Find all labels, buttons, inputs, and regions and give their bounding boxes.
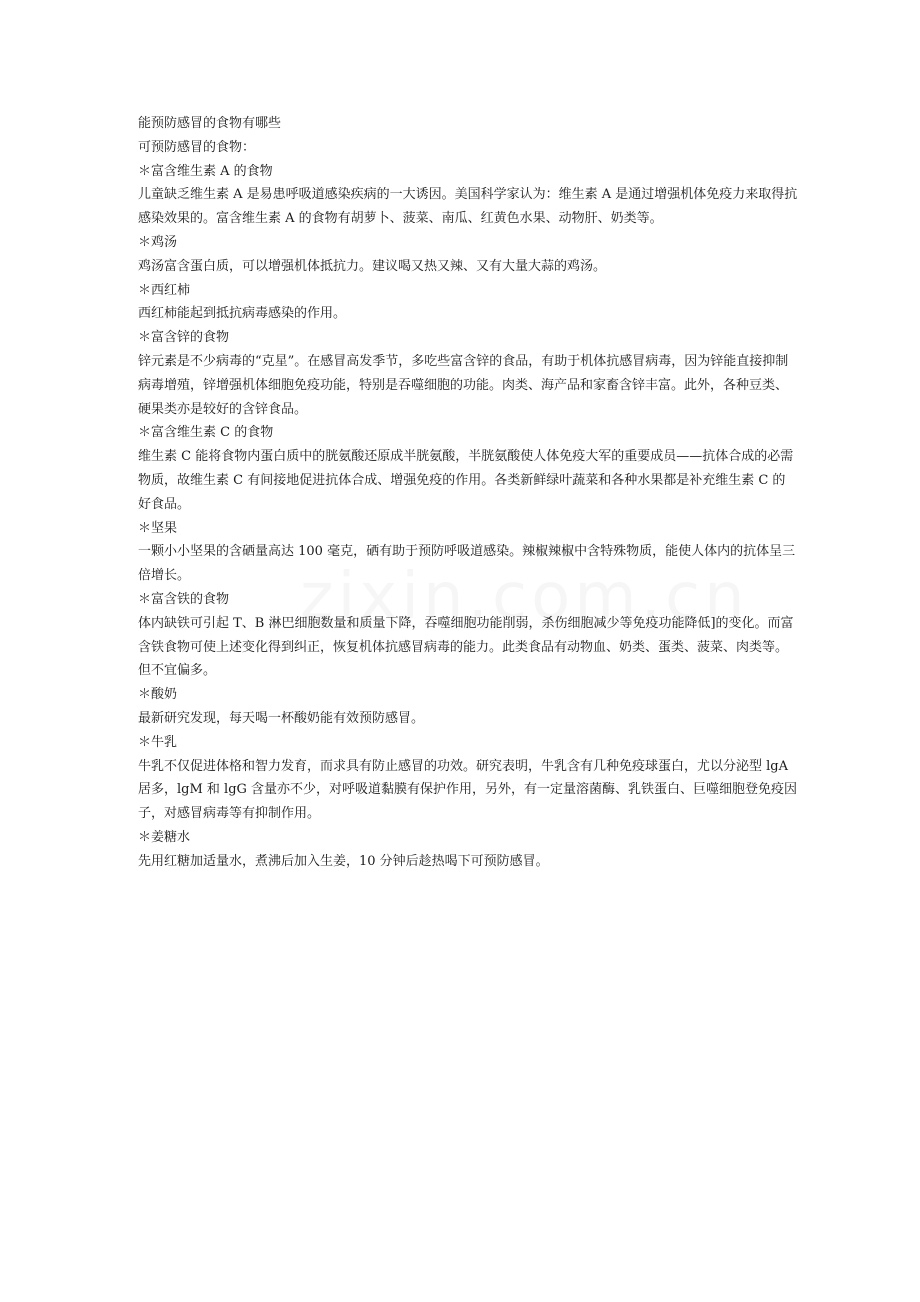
section-heading: ＊富含铁的食物 xyxy=(138,591,230,607)
section-heading: ＊坚果 xyxy=(138,520,178,536)
section-body: 儿童缺乏维生素 A 是易患呼吸道感染疾病的一大诱因。美国科学家认为：维生素 A 是通过增强机体免疫力来取得抗感染效果的。富含维生素 A 的食物有胡萝卜、菠菜、南瓜、红黄色水果、动物肝、奶类等。 xyxy=(138,187,798,227)
section-body: 一颗小小坚果的含硒量高达 100 毫克，硒有助于预防呼吸道感染。辣椒辣椒中含特殊物质，能使人体内的抗体呈三倍增长。 xyxy=(138,544,796,584)
section-body: 西红柿能起到抵抗病毒感染的作用。 xyxy=(138,306,347,322)
section-body: 鸡汤富含蛋白质，可以增强机体抵抗力。建议喝又热又辣、又有大量大蒜的鸡汤。 xyxy=(138,258,607,274)
section-body: 锌元素是不少病毒的“克星”。在感冒高发季节，多吃些富含锌的食品，有助于机体抗感冒病毒，因为锌能直接抑制病毒增殖，锌增强机体细胞免疫功能，特别是吞噬细胞的功能。肉类、海产品和家畜含锌丰富。此外，各种豆类、硬果类亦是较好的含锌食品。 xyxy=(138,353,789,417)
document-intro: 可预防感冒的食物： xyxy=(138,139,256,155)
section-body: 体内缺铁可引起 T、B 淋巴细胞数量和质量下降，吞噬细胞功能削弱，杀伤细胞减少等免疫功能降低]的变化。而富含铁食物可使上述变化得到纠正，恢复机体抗感冒病毒的能力。此类食品有动物血、奶类、蛋类、菠菜、肉类等。但不宜偏多。 xyxy=(138,615,794,679)
section-heading: ＊酸奶 xyxy=(138,687,178,703)
section-heading: ＊富含维生素 A 的食物 xyxy=(138,163,273,179)
section-heading: ＊西红柿 xyxy=(138,282,191,298)
section-heading: ＊牛乳 xyxy=(138,734,178,750)
section-body: 最新研究发现，每天喝一杯酸奶能有效预防感冒。 xyxy=(138,710,425,726)
section-body: 维生素 C 能将食物内蛋白质中的胱氨酸还原成半胱氨酸，半胱氨酸使人体免疫大军的重要成员——抗体合成的必需物质，故维生素 C 有间接地促进抗体合成、增强免疫的作用。各类新鲜绿叶蔬菜和各种水果都是补充维生素 C 的好食品。 xyxy=(138,449,794,512)
section-heading: ＊姜糖水 xyxy=(138,829,191,845)
section-heading: ＊鸡汤 xyxy=(138,234,178,250)
document-title: 能预防感冒的食物有哪些 xyxy=(138,116,282,131)
section-body: 牛乳不仅促进体格和智力发育，而求具有防止感冒的功效。研究表明，牛乳含有几种免疫球蛋白，尤以分泌型 lgA 居多，lgM 和 lgG 含量亦不少，对呼吸道黏膜有保护作用，另外，有一定量溶菌酶、乳铁蛋白、巨噬细胞登免疫因子，对感冒病毒等有抑制作用。 xyxy=(138,758,798,822)
document-body xyxy=(138,112,798,874)
section-heading: ＊富含锌的食物 xyxy=(138,330,230,346)
section-heading: ＊富含维生素 C 的食物 xyxy=(138,425,274,441)
section-body: 先用红糖加适量水，煮沸后加入生姜，10 分钟后趁热喝下可预防感冒。 xyxy=(138,853,549,869)
